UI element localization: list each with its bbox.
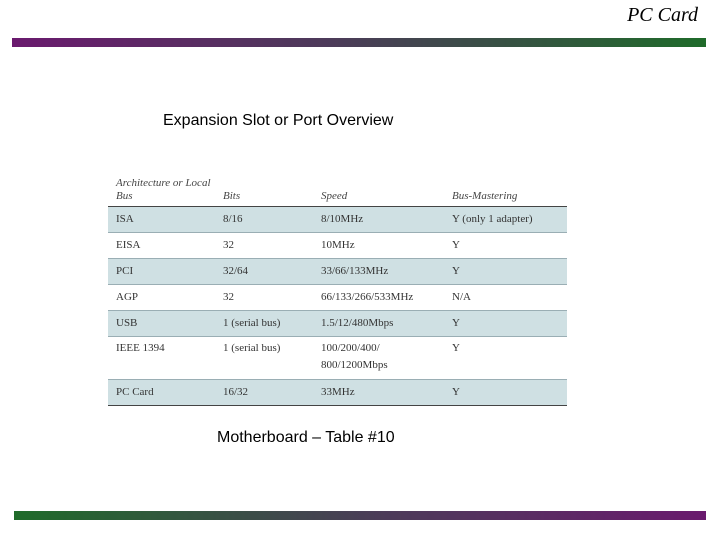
cell-architecture: EISA xyxy=(116,239,141,251)
cell-speed: 1.5/12/480Mbps xyxy=(321,317,394,329)
table-row xyxy=(108,311,567,337)
table-row xyxy=(108,233,567,259)
cell-bits: 1 (serial bus) xyxy=(223,342,281,354)
cell-speed: 66/133/266/533MHz xyxy=(321,291,414,303)
cell-speed: 33/66/133MHz xyxy=(321,265,389,277)
cell-bus-mastering: Y xyxy=(452,386,460,398)
cell-architecture: USB xyxy=(116,317,138,329)
cell-speed: 33MHz xyxy=(321,386,355,398)
cell-bus-mastering: N/A xyxy=(452,291,471,303)
bottom-divider-bar xyxy=(14,511,706,520)
cell-bits: 1 (serial bus) xyxy=(223,317,281,329)
cell-bits: 32/64 xyxy=(223,265,249,277)
cell-bits: 32 xyxy=(223,239,234,251)
table-row xyxy=(108,259,567,285)
table-row xyxy=(108,207,567,233)
header-bits: Bits xyxy=(223,190,241,202)
cell-bus-mastering: Y xyxy=(452,317,460,329)
table-caption: Motherboard – Table #10 xyxy=(217,429,395,446)
cell-speed: 8/10MHz xyxy=(321,213,364,225)
cell-architecture: PCI xyxy=(116,265,134,277)
cell-architecture: IEEE 1394 xyxy=(116,342,165,354)
cell-bus-mastering: Y xyxy=(452,342,460,354)
table-row xyxy=(108,337,567,380)
cell-bits: 16/32 xyxy=(223,386,249,398)
table-header-row xyxy=(108,166,567,207)
top-divider-bar xyxy=(12,38,706,47)
cell-speed: 10MHz xyxy=(321,239,355,251)
slide-title: PC Card xyxy=(627,4,698,26)
header-bus-mastering: Bus-Mastering xyxy=(452,190,518,202)
cell-architecture: PC Card xyxy=(116,386,154,398)
cell-architecture: AGP xyxy=(116,291,139,303)
cell-architecture: ISA xyxy=(116,213,134,225)
cell-bus-mastering: Y xyxy=(452,265,460,277)
cell-bus-mastering: Y xyxy=(452,239,460,251)
cell-bits: 32 xyxy=(223,291,234,303)
table-heading: Expansion Slot or Port Overview xyxy=(163,112,394,129)
header-speed: Speed xyxy=(321,190,348,202)
cell-bus-mastering: Y (only 1 adapter) xyxy=(452,213,533,225)
header-architecture: Architecture or Local Bus xyxy=(116,177,211,202)
cell-bits: 8/16 xyxy=(223,213,243,225)
table-row xyxy=(108,285,567,311)
table-row xyxy=(108,380,567,406)
cell-speed: 100/200/400/ 800/1200Mbps xyxy=(321,342,388,371)
expansion-slot-table xyxy=(108,166,567,406)
